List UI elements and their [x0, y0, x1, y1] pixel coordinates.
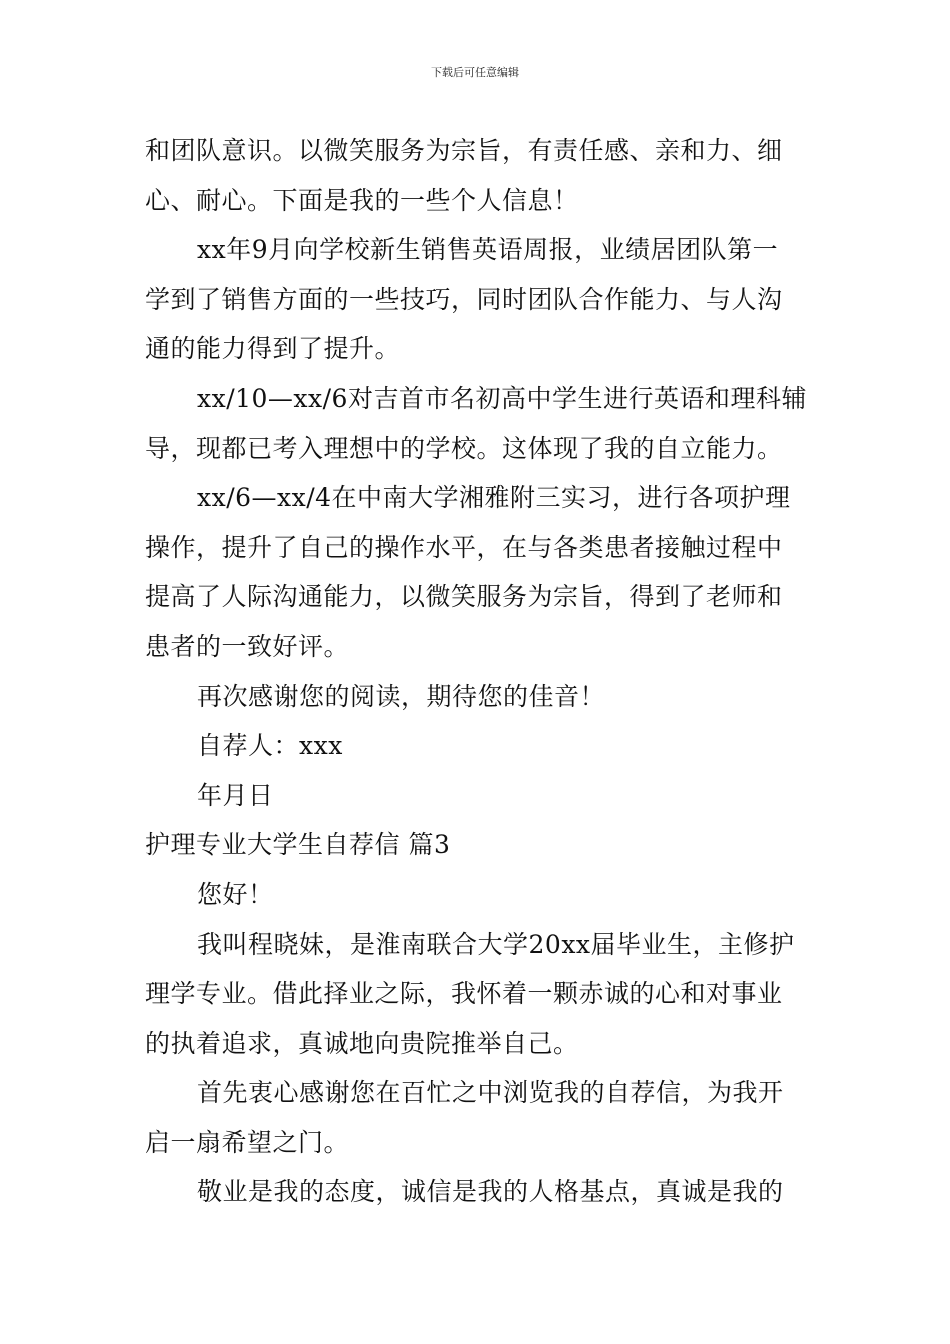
date-line: 年月日 [197, 780, 274, 810]
text-line: 启一扇希望之门。 [145, 1127, 350, 1157]
text-line: 首先衷心感谢您在百忙之中浏览我的自荐信，为我开 [197, 1078, 784, 1108]
text-line: 患者的一致好评。 [145, 631, 350, 661]
signature-line: 自荐人：xxx [197, 731, 343, 761]
text-line: 我叫程晓妹，是淮南联合大学20xx届毕业生，主修护 [197, 929, 795, 959]
text-line: xx/6—xx/4在中南大学湘雅附三实习，进行各项护理 [197, 483, 791, 513]
page-header-caption: 下载后可任意编辑 [431, 66, 519, 79]
text-line: 敬业是我的态度，诚信是我的人格基点，真诚是我的 [197, 1177, 784, 1207]
text-line: xx/10—xx/6对吉首市名初高中学生进行英语和理科辅 [197, 383, 807, 413]
text-line: 通的能力得到了提升。 [145, 334, 401, 364]
text-line: 和团队意识。以微笑服务为宗旨，有责任感、亲和力、细 [145, 136, 783, 165]
closing-line: 再次感谢您的阅读，期待您的佳音！ [197, 681, 606, 711]
text-line: 提高了人际沟通能力，以微笑服务为宗旨，得到了老师和 [145, 582, 783, 612]
text-line: 理学专业。借此择业之际，我怀着一颗赤诚的心和对事业 [145, 979, 783, 1009]
text-line: xx年9月向学校新生销售英语周报，业绩居团队第一 [197, 235, 779, 265]
text-line: 学到了销售方面的一些技巧，同时团队合作能力、与人沟 [145, 284, 783, 314]
text-line: 的执着追求，真诚地向贵院推举自己。 [145, 1028, 579, 1058]
greeting-line: 您好！ [197, 879, 274, 909]
text-line: 操作，提升了自己的操作水平，在与各类患者接触过程中 [145, 532, 783, 562]
document-body [145, 126, 810, 1217]
section-heading: 护理专业大学生自荐信 篇3 [145, 830, 451, 860]
text-line: 导，现都已考入理想中的学校。这体现了我的自立能力。 [145, 433, 783, 463]
text-line: 心、耐心。下面是我的一些个人信息！ [145, 185, 579, 215]
